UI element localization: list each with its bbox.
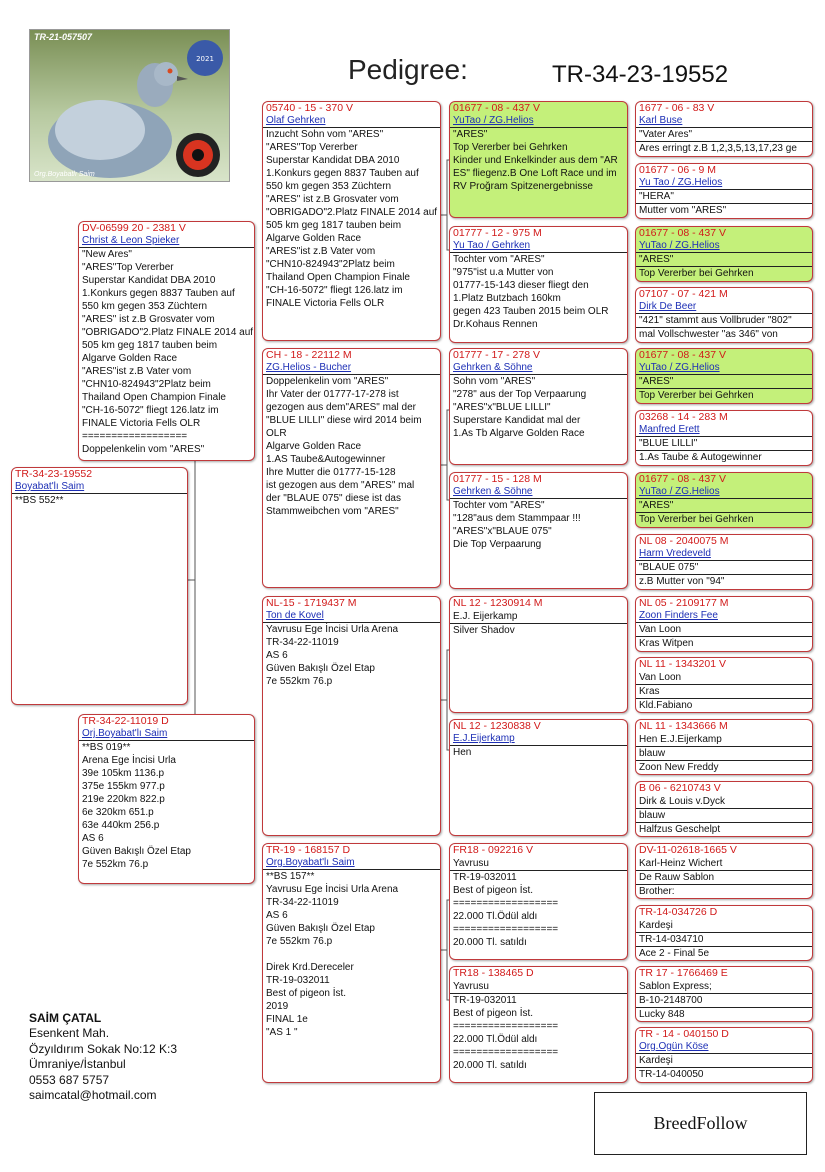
info-line: 6e 320km 651.p [82, 807, 154, 818]
owner-link[interactable]: Yu Tao / Gehrken [450, 240, 627, 253]
ring-number: TR 17 - 1766469 E [639, 967, 728, 979]
info-line: TR-14-034710 [636, 933, 812, 947]
info-line: Top Vererber bei Gehrken [639, 390, 754, 401]
info-line: ================== [453, 924, 559, 935]
info-line: 20.000 Tl. satıldı [453, 937, 527, 948]
subject-card[interactable] [11, 467, 188, 705]
info-line: ================== [453, 1021, 559, 1032]
ring-number: NL 11 - 1343666 M [639, 720, 728, 732]
dam-sire-card[interactable] [262, 596, 441, 836]
info-line: z.B Mutter von "94" [639, 576, 725, 587]
breeder-contact [29, 1011, 177, 1103]
owner-link[interactable]: Ton de Kovel [263, 610, 440, 623]
owner-link[interactable]: Orj.Boyabat'lı Saim [79, 728, 254, 741]
info-line: Superstar Kandidat DBA 2010 [82, 275, 216, 286]
ring-number: 05740 - 15 - 370 V [266, 102, 353, 114]
info-line: 1.As Tb Algarve Golden Race [453, 428, 585, 439]
gen3-card-dss[interactable] [449, 596, 628, 713]
info-line: Arena Ege İncisi Urla [82, 755, 176, 766]
info-line: 1.Platz Butzbach 160km [453, 293, 561, 304]
info-line: 01777-15-143 dieser fliegt den [453, 280, 589, 291]
owner-link[interactable]: E.J.Eijerkamp [450, 733, 627, 746]
info-line: "ARES"ist z.B Vater vom [266, 246, 376, 257]
info-line: FINALE Victoria Fells OLR [266, 298, 385, 309]
pigeon-illustration [30, 30, 230, 182]
info-line: Doppelenkelin vom "ARES" [266, 376, 389, 387]
info-line: "ARES"x"BLUE LILLI" [453, 402, 551, 413]
info-line: Silver Shadov [453, 625, 515, 636]
info-line: "AS 1 " [266, 1027, 298, 1038]
gen4-card[interactable] [635, 596, 813, 652]
ring-number: 1677 - 06 - 83 V [639, 102, 715, 114]
ring-number: 03268 - 14 - 283 M [639, 411, 728, 423]
gen3-card-sds[interactable] [449, 348, 628, 465]
breedfollow-logo[interactable]: BreedFollow [594, 1092, 807, 1155]
info-line: "CH-16-5072" fliegt 126.latz im [266, 285, 403, 296]
info-line: FINAL 1e [266, 1014, 308, 1025]
info-line: Kras [636, 685, 812, 699]
address-line: Özyıldırım Sokak No:12 K:3 [29, 1041, 178, 1056]
info-line: Halfzus Geschelpt [639, 824, 721, 835]
sire-sire-card[interactable] [262, 101, 441, 341]
info-line: Ihre Mutter die 01777-15-128 [266, 467, 396, 478]
owner-link[interactable]: Christ & Leon Spieker [79, 235, 254, 248]
info-line: 550 km gegen 353 Züchtern [82, 301, 208, 312]
ring-number: NL 11 - 1343201 V [639, 658, 726, 670]
gen4-card[interactable] [635, 348, 813, 404]
info-line: Kld.Fabiano [639, 700, 693, 711]
ring-number: 01677 - 08 - 437 V [639, 349, 726, 361]
gen4-card[interactable] [635, 905, 813, 961]
gen3-card-sdd[interactable] [449, 472, 628, 589]
page-title: Pedigree: [348, 54, 468, 85]
info-line: "CHN10-824943"2Platz beim [266, 259, 395, 270]
info-line: **BS 552** [15, 495, 64, 506]
breeder-name: SAİM ÇATAL [29, 1011, 102, 1025]
photo-ring-caption: TR-21-057507 [34, 32, 93, 42]
owner-link[interactable]: YuTao / ZG.Helios [636, 486, 812, 499]
owner-link[interactable]: YuTao / ZG.Helios [636, 362, 812, 375]
info-line: mal Vollschwester "as 346" von [639, 329, 778, 340]
dam-card[interactable] [78, 714, 255, 884]
ring-number: TR18 - 138465 D [453, 967, 534, 979]
ring-number: NL 05 - 2109177 M [639, 597, 729, 609]
ring-number: TR - 14 - 040150 D [639, 1028, 729, 1040]
info-line: 22.000 Tl.Ödül aldı [453, 911, 538, 922]
ring-number: 01777 - 15 - 128 M [453, 473, 542, 485]
ring-number: NL-15 - 1719437 M [266, 597, 357, 609]
info-line: "Vater Ares" [636, 128, 812, 142]
info-line: "ARES"Top Vererber [266, 142, 358, 153]
owner-name: Karl-Heinz Wichert [636, 857, 812, 871]
info-line: "CHN10-824943"2Platz beim [82, 379, 211, 390]
info-line: "128"aus dem Stammpaar !!! [453, 513, 581, 524]
info-line: 1.As Taube & Autogewinner [639, 452, 762, 463]
info-line: Algarve Golden Race [266, 441, 362, 452]
address-line: Esenkent Mah. [29, 1026, 110, 1041]
info-line: "ARES" ist z.B Grosvater vom [266, 194, 399, 205]
info-line: blauw [636, 747, 812, 761]
info-line: 2019 [266, 1001, 289, 1012]
info-line: 505 km geg 1817 tauben beim [82, 340, 218, 351]
info-line: "421" stammt aus Vollbruder "802" [636, 314, 812, 328]
info-line: "HERA" [636, 190, 812, 204]
owner-name: Hen E.J.Eijerkamp [636, 733, 812, 747]
info-line: Inzucht Sohn vom "ARES" [266, 129, 384, 140]
owner-link[interactable]: ZG.Helios - Bucher [263, 362, 440, 375]
photo-credit: Org.Boyabatlı Saim [34, 171, 95, 178]
info-line: "ARES"x"BLAUE 075" [453, 526, 552, 537]
info-line: ist gezogen aus dem "ARES" mal [266, 480, 415, 491]
subject-ring-title: TR-34-23-19552 [552, 61, 729, 88]
info-line: ================== [82, 431, 188, 442]
info-line: "278" aus der Top Verpaarung [453, 389, 587, 400]
info-line: der "BLAUE 075" diese ist das [266, 493, 401, 504]
info-line: 1.Konkurs gegen 8837 Tauben auf [266, 168, 419, 179]
info-line: Mutter vom "ARES" [639, 205, 727, 216]
ring-number: 01677 - 06 - 9 M [639, 164, 717, 176]
owner-link[interactable]: Org.Boyabat'lı Saim [263, 857, 440, 870]
info-line: Best of pigeon İst. [453, 885, 534, 896]
gen4-card[interactable] [635, 163, 813, 219]
ring-number: 07107 - 07 - 421 M [639, 288, 728, 300]
owner-name: Kardeşi [636, 919, 812, 933]
owner-name: E.J. Eijerkamp [450, 610, 627, 624]
info-line: "ARES" [636, 253, 812, 267]
gen4-card[interactable] [635, 534, 813, 590]
info-line: gezogen aus dem"ARES" mal der [266, 402, 416, 413]
info-line: 22.000 Tl.Ödül aldı [453, 1034, 538, 1045]
owner-link[interactable]: YuTao / ZG.Helios [450, 115, 627, 128]
ring-number: CH - 18 - 22112 M [266, 349, 352, 361]
info-line: 39e 105km 1136.p [82, 768, 165, 779]
owner-name: Dirk & Louis v.Dyck [636, 795, 812, 809]
info-line: 1.Konkurs gegen 8837 Tauben auf [82, 288, 235, 299]
gen4-card[interactable] [635, 472, 813, 528]
info-line: "BLUE LILLI" diese wird 2014 beim [266, 415, 422, 426]
ring-number: NL 12 - 1230838 V [453, 720, 541, 732]
info-line: De Rauw Sablon [636, 871, 812, 885]
owner-link[interactable]: Yu Tao / ZG.Helios [636, 177, 812, 190]
gen3-card-dsd[interactable] [449, 719, 628, 836]
info-line: Van Loon [636, 623, 812, 637]
info-line: TR-19-032011 [453, 872, 517, 883]
info-line: gegen 423 Tauben 2015 beim OLR [453, 306, 609, 317]
owner-link[interactable]: Gehrken & Söhne [450, 362, 627, 375]
gen4-card[interactable] [635, 101, 813, 157]
info-line: "OBRIGADO"2.Platz FINALE 2014 auf [266, 207, 438, 218]
info-line: Top Vererber bei Gehrken [639, 268, 754, 279]
gen3-card-sss[interactable] [449, 101, 628, 218]
sire-dam-card[interactable] [262, 348, 441, 588]
info-line: AS 6 [266, 650, 288, 661]
info-line: Güven Bakışlı Özel Etap [266, 923, 375, 934]
info-line: Die Top Verpaarung [453, 539, 542, 550]
ring-number: TR-34-22-11019 D [82, 715, 169, 727]
info-line: 505 km geg 1817 tauben beim [266, 220, 402, 231]
info-line: "ARES" [636, 499, 812, 513]
gen3-card-dds[interactable] [449, 843, 628, 960]
info-line: Superstare Kandidat mal der [453, 415, 581, 426]
gen3-card-ssd[interactable] [449, 226, 628, 343]
ring-number: 01677 - 08 - 437 V [453, 102, 540, 114]
info-line: Brother: [639, 886, 675, 897]
info-line: TR-19-032011 [453, 995, 517, 1006]
info-line: 1.AS Taube&Autogewinner [266, 454, 386, 465]
info-line: "ARES" [453, 129, 488, 140]
info-line: 7e 552km 76.p [82, 859, 149, 870]
info-line: OLR [266, 428, 287, 439]
gen4-card[interactable] [635, 1027, 813, 1083]
info-line: Hen [453, 747, 472, 758]
ring-number: 01677 - 08 - 437 V [639, 227, 726, 239]
info-line: Sohn vom "ARES" [453, 376, 536, 387]
info-line: "New Ares" [82, 249, 132, 260]
info-line: Lucky 848 [639, 1009, 685, 1020]
info-line: TR-19-032011 [266, 975, 330, 986]
owner-name: Van Loon [636, 671, 812, 685]
info-line: **BS 157** [266, 871, 315, 882]
info-line: 20.000 Tl. satıldı [453, 1060, 527, 1071]
info-line: Kras Witpen [639, 638, 694, 649]
city-line: Ümraniye/İstanbul [29, 1057, 126, 1072]
gen4-card[interactable] [635, 781, 813, 837]
info-line: Güven Bakışlı Özel Etap [82, 846, 191, 857]
info-line: 7e 552km 76.p [266, 936, 333, 947]
ring-number: DV-06599 20 - 2381 V [82, 222, 186, 234]
owner-link[interactable]: Gehrken & Söhne [450, 486, 627, 499]
info-line: Dr.Kohaus Rennen [453, 319, 538, 330]
owner-name: Yavrusu [450, 857, 627, 871]
info-line: Doppelenkelin vom "ARES" [82, 444, 205, 455]
info-line: Top Vererber bei Gehrken [639, 514, 754, 525]
pigeon-photo [29, 29, 230, 182]
svg-text:2021: 2021 [196, 55, 214, 63]
ring-number: TR-19 - 168157 D [266, 844, 351, 856]
info-line: blauw [636, 809, 812, 823]
info-line: ================== [453, 1047, 559, 1058]
info-line: Best of pigeon İst. [453, 1008, 534, 1019]
info-line: Yavrusu Ege İncisi Urla Arena [266, 884, 399, 895]
info-line: AS 6 [82, 833, 104, 844]
info-line: TR-14-040050 [639, 1069, 704, 1080]
owner-link[interactable]: Olaf Gehrken [263, 115, 440, 128]
ring-number: TR-14-034726 D [639, 906, 718, 918]
info-line: 550 km gegen 353 Züchtern [266, 181, 392, 192]
ring-number: DV-11-02618-1665 V [639, 844, 737, 856]
info-line [263, 948, 440, 961]
dam-dam-card[interactable] [262, 843, 441, 1083]
owner-link[interactable]: Zoon Finders Fee [636, 610, 812, 623]
info-line: Superstar Kandidat DBA 2010 [266, 155, 400, 166]
info-line: Direk Krd.Dereceler [266, 962, 354, 973]
info-line: Ace 2 - Final 5e [639, 948, 710, 959]
info-line: Stammweibchen vom "ARES" [266, 506, 399, 517]
info-line: "OBRIGADO"2.Platz FINALE 2014 auf [82, 327, 254, 338]
owner-link[interactable]: Harm Vredeveld [636, 548, 812, 561]
info-line: ================== [453, 898, 559, 909]
info-line: 63e 440km 256.p [82, 820, 160, 831]
owner-link[interactable]: Manfred Erett [636, 424, 812, 437]
info-line: Ares erringt z.B 1,2,3,5,13,17,23 ge [639, 143, 797, 154]
info-line: Thailand Open Champion Finale [82, 392, 226, 403]
info-line: B-10-2148700 [636, 994, 812, 1008]
info-line: 219e 220km 822.p [82, 794, 165, 805]
info-line: FINALE Victoria Fells OLR [82, 418, 201, 429]
gen4-card[interactable] [635, 287, 813, 343]
ring-number: NL 08 - 2040075 M [639, 535, 729, 547]
ring-number: B 06 - 6210743 V [639, 782, 721, 794]
info-line: "ARES" ist z.B Grosvater vom [82, 314, 215, 325]
phone[interactable]: 0553 687 5757 [29, 1072, 110, 1087]
gen4-card[interactable] [635, 843, 813, 899]
info-line: 7e 552km 76.p [266, 676, 333, 687]
owner-link[interactable]: YuTao / ZG.Helios [636, 240, 812, 253]
info-line: Güven Bakışlı Özel Etap [266, 663, 375, 674]
info-line: Zoon New Freddy [639, 762, 719, 773]
info-line: "CH-16-5072" fliegt 126.latz im [82, 405, 219, 416]
owner-link[interactable]: Dirk De Beer [636, 301, 812, 314]
gen4-card[interactable] [635, 966, 813, 1022]
info-line: Kardeşi [636, 1054, 812, 1068]
gen4-card[interactable] [635, 657, 813, 713]
sire-card[interactable] [78, 221, 255, 461]
info-line: TR-34-22-11019 [266, 637, 339, 648]
owner-link[interactable]: Karl Buse [636, 115, 812, 128]
gen4-card[interactable] [635, 410, 813, 466]
gen3-card-ddd[interactable] [449, 966, 628, 1083]
info-line: 375e 155km 977.p [82, 781, 165, 792]
info-line: "ARES" [636, 375, 812, 389]
ring-number: FR18 - 092216 V [453, 844, 533, 856]
gen4-card[interactable] [635, 226, 813, 282]
info-line: Ihr Vater der 01777-17-278 ist [266, 389, 399, 400]
info-line: Kinder und Enkelkinder aus dem "ARES" fliegenz.B One Loft Race und im RV Proğram Spitzenergebnisse [453, 155, 618, 192]
info-line: Tochter vom "ARES" [453, 254, 545, 265]
info-line: "ARES"Top Vererber [82, 262, 174, 273]
info-line: Thailand Open Champion Finale [266, 272, 410, 283]
info-line: "BLAUE 075" [636, 561, 812, 575]
ring-number: TR-34-23-19552 [15, 468, 93, 480]
info-line: "ARES"ist z.B Vater vom [82, 366, 192, 377]
ring-number: NL 12 - 1230914 M [453, 597, 543, 609]
info-line: Tochter vom "ARES" [453, 500, 545, 511]
owner-name: Sablon Express; [636, 980, 812, 994]
info-line: Algarve Golden Race [82, 353, 178, 364]
owner-name: Yavrusu [450, 980, 627, 994]
ring-number: 01777 - 12 - 975 M [453, 227, 542, 239]
info-line: Best of pigeon İst. [266, 988, 347, 999]
info-line: "975"ist u.a Mutter von [453, 267, 554, 278]
ring-number: 01677 - 08 - 437 V [639, 473, 726, 485]
owner-link[interactable]: Org.Ogün Köse [636, 1041, 812, 1054]
info-line: TR-34-22-11019 [266, 897, 339, 908]
info-line: **BS 019** [82, 742, 131, 753]
info-line: "BLUE LILLI" [636, 437, 812, 451]
owner-link[interactable]: Boyabat'lı Saim [12, 481, 187, 494]
ring-number: 01777 - 17 - 278 V [453, 349, 540, 361]
info-line: Algarve Golden Race [266, 233, 362, 244]
info-line: Yavrusu Ege İncisi Urla Arena [266, 624, 399, 635]
info-line: AS 6 [266, 910, 288, 921]
email[interactable]: saimcatal@hotmail.com [29, 1088, 157, 1103]
info-line: Top Vererber bei Gehrken [453, 142, 568, 153]
gen4-card[interactable] [635, 719, 813, 775]
